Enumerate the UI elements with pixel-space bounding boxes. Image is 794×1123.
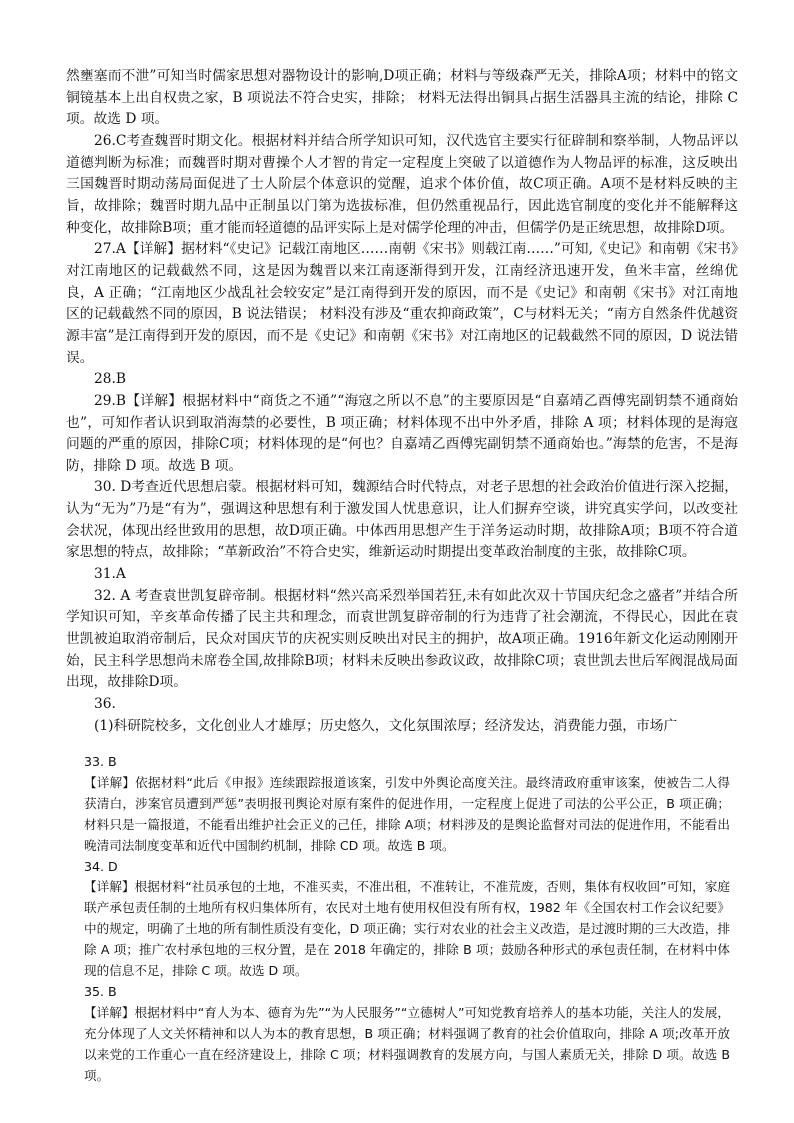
answer-28: 28.B (94, 371, 126, 388)
answer-35-number: 35. B (84, 983, 117, 999)
answer-25-continuation: 然壅塞而不泄”可知当时儒家思想对器物设计的影响,D项正确；材料与等级森严无关，排除A项；材料中的铭文铜镜基本上出自权贵之家，B 项说法不符合史实，排除； 材料无法得出铜具占据生活器具主流的结论，排除 C 项。故选 D 项。 (66, 68, 738, 128)
answer-32: 32. A 考查袁世凯复辟帝制。根据材料“然兴高采烈举国若狂,未有如此次双十节国庆纪念之盛者”并结合所学知识可知，辛亥革命传播了民主共和理念，而袁世凯复辟帝制的行为违背了社会潮流，不得民心，因此在袁世凯被迫取消帝制后，民众对国庆节的庆祝实则反映出对民主的拥护，故A项正确。1916年新文化运动刚刚开始，民主科学思想尚未席卷全国,故排除B项；材料未反映出参政议政，故排除C项；袁世凯去世后军阀混战局面出现，故排除D项。 (66, 587, 738, 691)
answer-34-detail: 【详解】根据材料“社员承包的土地，不准买卖，不准出租，不准转让，不准荒废，否则，集体有权收回”可知，家庭联产承包责任制的土地所有权归集体所有，农民对土地有使用权但没有所有权，1982 年《全国农村工作会议纪要》中的规定，明确了土地的所有制性质没有变化，D 项正确；实行对农业的社会主义改造，是过渡时期的三大改造，排除 A 项；推广农村承包地的三权分置，是在 2018 年确定的，排除 B 项；鼓励各种形式的承包责任制，在材料中体现的信息不足，排除 C 项。故选 D 项。 (84, 879, 730, 979)
pasted-answer-section (84, 752, 730, 1087)
answer-26: 26.C考查魏晋时期文化。根据材料并结合所学知识可知，汉代选官主要实行征辟制和察举制，人物品评以道德判断为标准；而魏晋时期对曹操个人才智的肯定一定程度上突破了以道德作为人物品评的标准，这反映出三国魏晋时期动荡局面促进了士人阶层个体意识的觉醒，追求个体价值，故C项正确。A项不是材料反映的主旨，故排除；魏晋时期九品中正制虽以门第为选拔标准，但仍然重视品行，因此选官制度的变化并不能解释这种变化，故排除B项；重才能而轻道德的品评实际上是对儒学伦理的冲击，但儒学仍是正统思想，故排除D项。 (66, 132, 738, 236)
answer-31: 31.A (94, 566, 126, 583)
answer-29: 29.B【详解】根据材料中“商货之不通”“海寇之所以不息”的主要原因是“自嘉靖乙酉傅宪副钥禁不通商始也”，可知作者认识到取消海禁的必要性，B 项正确；材料体现不出中外矛盾，排除 A 项；材料体现的是海寇问题的严重的原因，排除C项；材料体现的是“何也？自嘉靖乙酉傅宪副钥禁不通商始也。”海禁的危害，不是海防，排除 D 项。故选 B 项。 (66, 392, 738, 474)
answer-36-number: 36. (94, 696, 116, 713)
answer-33-number: 33. B (84, 754, 117, 769)
answer-35-detail: 【详解】根据材料中“育人为本、德育为先”“为人民服务”“立德树人”可知党教育培养人的基本功能，关注人的发展，充分体现了人文关怀精神和以人为本的教育思想，B 项正确；材料强调了教育的社会价值取向，排除 A 项;改革开放以来党的工作重心一直在经济建设上，排除 C 项；材料强调教育的发展方向，与国人素质无关，排除 D 项。故选 B 项。 (84, 1004, 730, 1083)
answer-36-part-1: (1)科研院校多，文化创业人才雄厚；历史悠久，文化氛围浓厚；经济发达，消费能力强，市场广 (94, 717, 678, 734)
main-answer-section (66, 66, 738, 737)
answer-34-number: 34. D (84, 858, 118, 874)
answer-33-detail: 【详解】依据材料“此后《申报》连续跟踪报道该案，引发中外舆论高度关注。最终清政府重审该案，使被告二人得获清白，涉案官员遭到严惩”表明报刊舆论对原有案件的促进作用，一定程度上促进了司法的公平公正，B 项正确；材料只是一篇报道，不能看出维护社会正义的己任，排除 A项；材料涉及的是舆论监督对司法的促进作用，不能看出晚清司法制度变革和近代中国制约机制，排除 CD 项。故选 B 项。 (84, 774, 730, 853)
answer-30: 30. D考查近代思想启蒙。根据材料可知，魏源结合时代特点，对老子思想的社会政治价值进行深入挖掘，认为“无为”乃是“有为”，强调这种思想有利于激发国人忧患意识，让人们摒弃空谈，讲究真实学问，以改变社会状况，体现出经世致用的思想，故D项正确。中体西用思想产生于洋务运动时期，故排除A项；B项不符合道家思想的特点，故排除；“革新政治”不符合史实，维新运动时期提出变革政治制度的主张，故排除C项。 (66, 479, 738, 561)
answer-27: 27.A【详解】据材料“《史记》记载江南地区……南朝《宋书》则载江南……”可知,《史记》和南朝《宋书》对江南地区的记载截然不同，这是因为魏晋以来江南逐渐得到开发，江南经济迅速开发，鱼米丰富，丝绵优良，A 正确；“江南地区少战乱社会较安定”是江南得到开发的原因，而不是《史记》和南朝《宋书》对江南地区的记载截然不同的原因，B 说法错误； 材料没有涉及“重农抑商政策”，C与材料无关；“南方自然条件优越资源丰富”是江南得到开发的原因，而不是《史记》和南朝《宋书》对江南地区的记载截然不同的原因，D 说法错误。 (66, 241, 738, 366)
